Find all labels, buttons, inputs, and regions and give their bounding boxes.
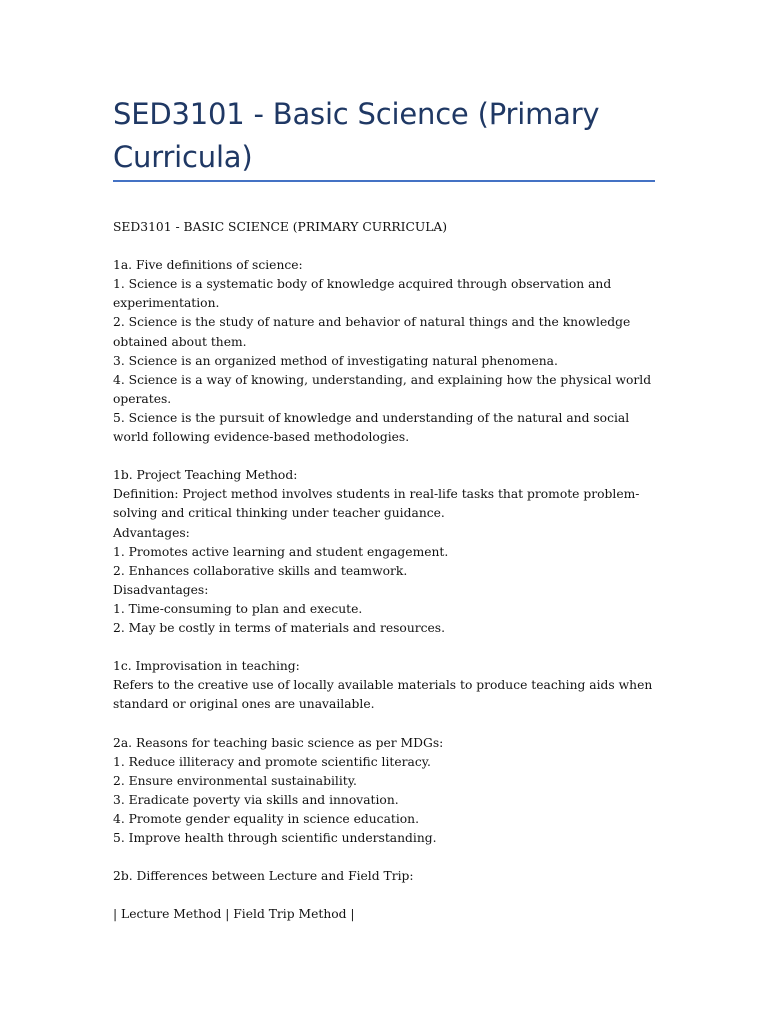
list-item: 4. Science is a way of knowing, understanding, and explaining how the physical world operates. <box>113 372 655 406</box>
list-item: 1. Reduce illiteracy and promote scientific literacy. <box>113 754 431 769</box>
list-item: 1. Promotes active learning and student engagement. <box>113 544 449 559</box>
section-1b <box>113 466 665 638</box>
paragraph-line: SED3101 - BASIC SCIENCE (PRIMARY CURRICULA) <box>113 220 448 234</box>
subheading-advantages: Advantages: <box>113 525 190 540</box>
document-body <box>113 218 665 944</box>
list-item: 1. Time-consuming to plan and execute. <box>113 601 363 616</box>
document-title: SED3101 - Basic Science (Primary Curricula) <box>113 97 600 174</box>
list-item: 4. Promote gender equality in science education. <box>113 811 420 826</box>
list-item: 1. Science is a systematic body of knowledge acquired through observation and experimentation. <box>113 277 616 311</box>
table-header-row: | Lecture Method | Field Trip Method | <box>113 907 355 922</box>
title-underline <box>113 180 655 182</box>
definition-text: Definition: Project method involves students in real-life tasks that promote problem-solving and critical thinking under teacher guidance. <box>113 487 640 521</box>
list-item: 5. Science is the pursuit of knowledge and understanding of the natural and social world following evidence-based methodologies. <box>113 410 634 445</box>
section-heading: 1c. Improvisation in teaching: <box>113 659 300 674</box>
section-1c <box>113 657 665 714</box>
list-item: 2. May be costly in terms of materials and resources. <box>113 620 445 635</box>
course-heading <box>113 218 665 237</box>
list-item: 3. Science is an organized method of investigating natural phenomena. <box>113 353 558 368</box>
comparison-table-header <box>113 905 665 924</box>
list-item: 3. Eradicate poverty via skills and innovation. <box>113 792 399 807</box>
list-item: 5. Improve health through scientific understanding. <box>113 831 437 845</box>
list-item: 2. Enhances collaborative skills and teamwork. <box>113 563 408 578</box>
section-2a <box>113 734 665 849</box>
section-heading: 2a. Reasons for teaching basic science as per MDGs: <box>113 735 444 750</box>
section-heading: 1b. Project Teaching Method: <box>113 468 298 483</box>
section-2b <box>113 867 665 886</box>
section-heading: 1a. Five definitions of science: <box>113 258 303 273</box>
paragraph-text: Refers to the creative use of locally available materials to produce teaching aids when standard or original ones are unavailable. <box>113 678 657 712</box>
subheading-disadvantages: Disadvantages: <box>113 582 209 597</box>
list-item: 2. Science is the study of nature and behavior of natural things and the knowledge obtained about them. <box>113 315 635 349</box>
list-item: 2. Ensure environmental sustainability. <box>113 773 357 788</box>
section-1a <box>113 256 665 447</box>
section-heading: 2b. Differences between Lecture and Field Trip: <box>113 869 414 884</box>
